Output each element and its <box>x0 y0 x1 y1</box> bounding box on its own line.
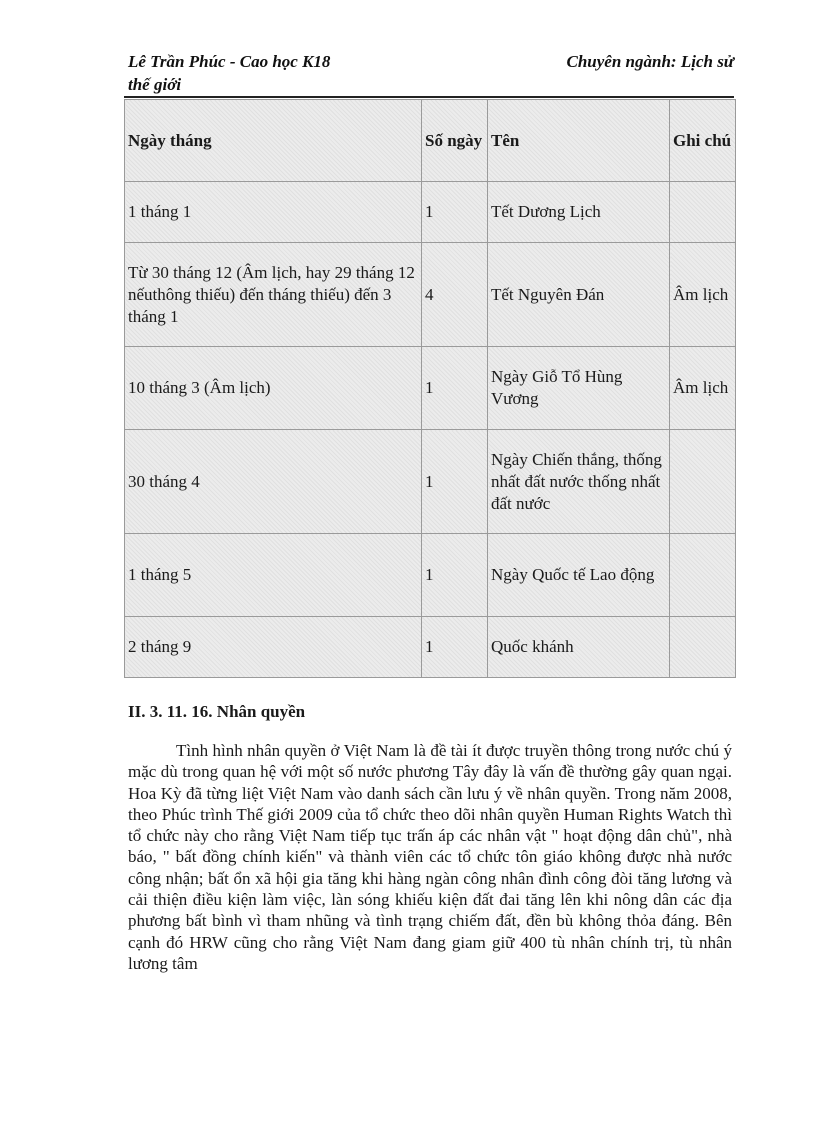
cell-note <box>670 430 736 534</box>
column-header-name: Tên <box>488 100 670 182</box>
cell-name: Ngày Giỗ Tổ Hùng Vương <box>488 347 670 430</box>
cell-note <box>670 534 736 617</box>
cell-days: 1 <box>422 182 488 243</box>
cell-name: Tết Dương Lịch <box>488 182 670 243</box>
table-header-row <box>125 100 736 182</box>
cell-note: Âm lịch <box>670 243 736 347</box>
cell-days: 1 <box>422 617 488 678</box>
cell-name: Ngày Quốc tế Lao động <box>488 534 670 617</box>
column-header-note: Ghi chú <box>670 100 736 182</box>
header-rule <box>124 96 734 98</box>
table-row <box>125 243 736 347</box>
table-row <box>125 347 736 430</box>
header-major: Chuyên ngành: Lịch sử <box>566 52 734 71</box>
cell-date: 2 tháng 9 <box>125 617 422 678</box>
table-row <box>125 617 736 678</box>
cell-note <box>670 182 736 243</box>
column-header-days: Số ngày <box>422 100 488 182</box>
holidays-table <box>124 99 736 678</box>
header-author: Lê Trần Phúc - Cao học K18 <box>128 52 331 71</box>
cell-name: Quốc khánh <box>488 617 670 678</box>
table-row <box>125 430 736 534</box>
cell-name: Tết Nguyên Đán <box>488 243 670 347</box>
cell-name: Ngày Chiến thắng, thống nhất đất nước thống nhất đất nước <box>488 430 670 534</box>
cell-note <box>670 617 736 678</box>
cell-date: 10 tháng 3 (Âm lịch) <box>125 347 422 430</box>
cell-days: 1 <box>422 430 488 534</box>
section-heading: II. 3. 11. 16. Nhân quyền <box>128 702 306 721</box>
table-row <box>125 182 736 243</box>
header-major-continuation: thế giới <box>128 75 182 94</box>
cell-days: 1 <box>422 347 488 430</box>
cell-date: 30 tháng 4 <box>125 430 422 534</box>
body-paragraph: Tình hình nhân quyền ở Việt Nam là đề tài ít được truyền thông trong nước chú ý mặc dù trong quan hệ với một số nước phương Tây đây là vấn đề thường gây quan ngại. Hoa Kỳ đã từng liệt Việt Nam vào danh sách cần lưu ý về nhân quyền. Trong năm 2008, theo Phúc trình Thế giới 2009 của tổ chức theo dõi nhân quyền Human Rights Watch thì tổ chức này cho rằng Việt Nam tiếp tục trấn áp các nhân vật " hoạt động dân chủ", nhà báo, " bất đồng chính kiến" và thành viên các tổ chức tôn giáo không được nhà nước công nhận; bất ổn xã hội gia tăng khi hàng ngàn công nhân đình công đòi tăng lương và cải thiện điều kiện làm việc, làn sóng khiếu kiện đất đai tăng lên khi nông dân các địa phương bất bình vì tham nhũng và tình trạng chiếm đất, đền bù không thỏa đáng. Bên cạnh đó HRW cũng cho rằng Việt Nam đang giam giữ 400 tù nhân chính trị, tù nhân lương tâm <box>128 741 732 973</box>
cell-days: 1 <box>422 534 488 617</box>
table-row <box>125 534 736 617</box>
cell-date: Từ 30 tháng 12 (Âm lịch, hay 29 tháng 12 nếuthông thiếu) đến tháng thiếu) đến 3 tháng 1 <box>125 243 422 347</box>
cell-note: Âm lịch <box>670 347 736 430</box>
cell-date: 1 tháng 5 <box>125 534 422 617</box>
cell-days: 4 <box>422 243 488 347</box>
cell-date: 1 tháng 1 <box>125 182 422 243</box>
column-header-date: Ngày tháng <box>125 100 422 182</box>
